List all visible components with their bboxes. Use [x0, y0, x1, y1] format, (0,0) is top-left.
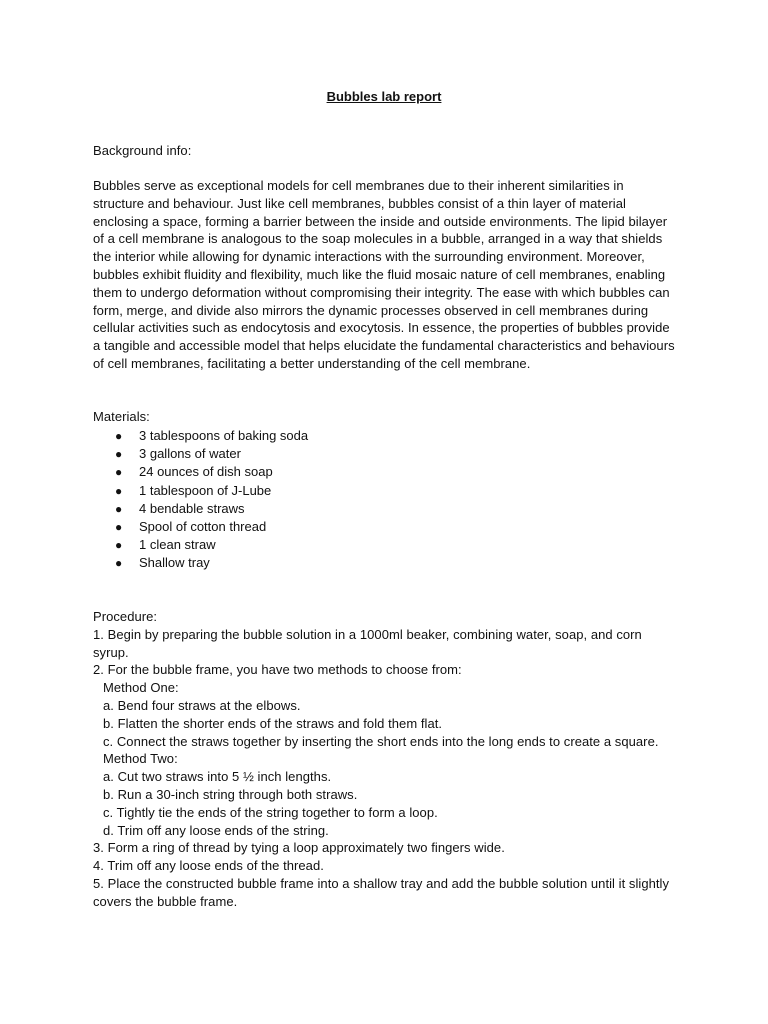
method-two-step-a: a. Cut two straws into 5 ½ inch lengths.	[103, 769, 332, 785]
bullet-icon: ●	[115, 501, 123, 516]
method-one-heading: Method One:	[103, 680, 179, 696]
bullet-icon: ●	[115, 447, 123, 462]
list-item: ● 4 bendable straws	[93, 500, 308, 518]
bullet-icon: ●	[115, 538, 123, 553]
materials-list	[93, 427, 308, 573]
list-item: ● 3 tablespoons of baking soda	[93, 427, 308, 445]
list-item: ● 1 tablespoon of J-Lube	[93, 482, 308, 500]
procedure-step-5: 5. Place the constructed bubble frame into a shallow tray and add the bubble solution until it slightly covers the bubble frame.	[93, 875, 670, 909]
procedure-step-2: 2. For the bubble frame, you have two methods to choose from:	[93, 662, 462, 678]
method-one-step-c: c. Connect the straws together by inserting the short ends into the long ends to create a square.	[103, 733, 659, 749]
method-one-step-b: b. Flatten the shorter ends of the straws and fold them flat.	[103, 715, 443, 731]
method-two-heading: Method Two:	[103, 751, 178, 767]
bullet-icon: ●	[115, 465, 123, 480]
procedure-step-3: 3. Form a ring of thread by tying a loop approximately two fingers wide.	[93, 840, 505, 856]
method-two-step-c: c. Tightly tie the ends of the string together to form a loop.	[103, 804, 438, 820]
list-item: ● 24 ounces of dish soap	[93, 463, 308, 481]
list-item: ● 1 clean straw	[93, 536, 308, 554]
materials-heading: Materials:	[93, 409, 150, 424]
bullet-icon: ●	[115, 483, 123, 498]
background-heading: Background info:	[93, 143, 192, 158]
page-title: Bubbles lab report	[326, 89, 442, 104]
list-item: ● Spool of cotton thread	[93, 518, 308, 536]
procedure-section	[93, 608, 678, 911]
bullet-icon: ●	[115, 429, 123, 443]
bullet-icon: ●	[115, 519, 123, 534]
background-paragraph: Bubbles serve as exceptional models for cell membranes due to their inherent similarities in structure and behaviour. Just like cell membranes, bubbles consist of a thin layer of material enclosing a space, forming a barrier between the inside and outside environments. The lipid bilayer of a cell membrane is analogous to the soap molecules in a bubble, arranged in a way that shields the interior while allowing for dynamic interactions with the surrounding environment. Moreover, bubbles exhibit fluidity and flexibility, much like the fluid mosaic nature of cell membranes, enabling them to undergo deformation without compromising their integrity. The ease with which bubbles can form, merge, and divide also mirrors the dynamic processes observed in cell membranes during cellular activities such as endocytosis and exocytosis. In essence, the properties of bubbles provide a tangible and accessible model that helps elucidate the fundamental characteristics and behaviours of cell membranes, facilitating a better understanding of the cell membrane.	[93, 178, 675, 371]
list-item: ● 3 gallons of water	[93, 445, 308, 463]
bullet-icon: ●	[115, 556, 123, 571]
procedure-heading: Procedure:	[93, 609, 158, 624]
method-two-step-d: d. Trim off any loose ends of the string.	[103, 822, 329, 838]
method-two-step-b: b. Run a 30-inch string through both straws.	[103, 786, 358, 802]
method-one-step-a: a. Bend four straws at the elbows.	[103, 697, 301, 713]
procedure-step-1: 1. Begin by preparing the bubble solution in a 1000ml beaker, combining water, soap, and corn syrup.	[93, 626, 642, 660]
list-item: ● Shallow tray	[93, 554, 308, 572]
procedure-step-4: 4. Trim off any loose ends of the thread.	[93, 858, 324, 874]
